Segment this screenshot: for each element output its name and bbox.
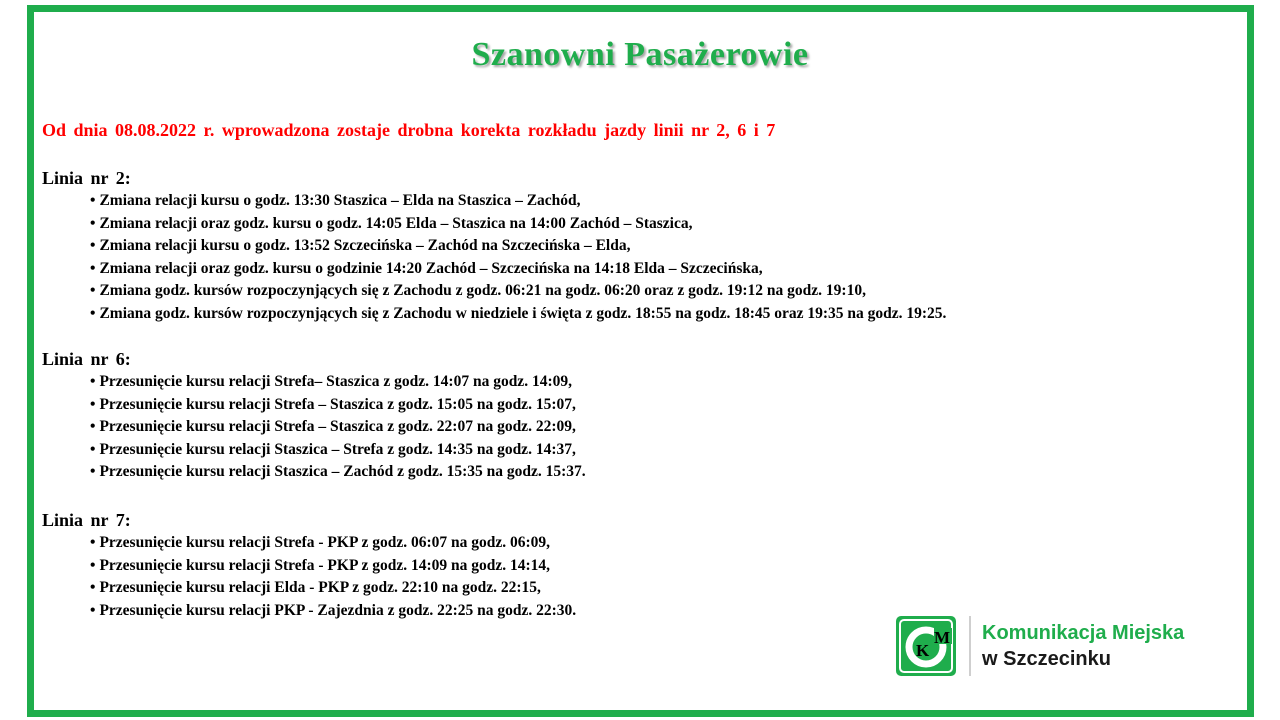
announcement-intro: Od dnia 08.08.2022 r. wprowadzona zostaje drobna korekta rozkładu jazdy linii nr 2, 6 i 7 bbox=[42, 120, 776, 140]
bullet: • bbox=[90, 463, 96, 480]
section-heading: Linia nr 6: bbox=[42, 349, 131, 369]
list-item: • Zmiana relacji kursu o godz. 13:52 Szczecińska – Zachód na Szczecińska – Elda, bbox=[90, 237, 631, 254]
list-item: • Zmiana relacji oraz godz. kursu o godz. 14:05 Elda – Staszica na 14:00 Zachód – Staszica, bbox=[90, 214, 693, 232]
page-title: Szanowni Pasażerowie bbox=[471, 36, 809, 73]
list-item: • Zmiana godz. kursów rozpoczynjących się z Zachodu z godz. 06:21 na godz. 06:20 oraz z godz. 19:12 na godz. 19:10, bbox=[90, 282, 866, 299]
list-item: • Zmiana godz. kursów rozpoczynjących się z Zachodu w niedziele i święta z godz. 18:55 na godz. 18:45 oraz 19:35 na godz. 19:25. bbox=[90, 304, 947, 322]
bullet: • bbox=[90, 440, 96, 458]
list-item: • Przesunięcie kursu relacji Strefa – Staszica z godz. 22:07 na godz. 22:09, bbox=[90, 418, 576, 435]
section-line-2 bbox=[42, 166, 946, 325]
list-item: • Przesunięcie kursu relacji Staszica – Strefa z godz. 14:35 na godz. 14:37, bbox=[90, 440, 576, 458]
logo-divider bbox=[969, 616, 971, 676]
bullet: • bbox=[90, 237, 96, 254]
list-item: • Przesunięcie kursu relacji Strefa - PKP z godz. 14:09 na godz. 14:14, bbox=[90, 556, 551, 574]
bullet: • bbox=[90, 214, 96, 232]
logo-text bbox=[982, 620, 1184, 672]
bullet: • bbox=[90, 259, 96, 277]
list-item: • Przesunięcie kursu relacji Staszica – Zachód z godz. 15:35 na godz. 15:37. bbox=[90, 463, 586, 480]
change-list bbox=[42, 190, 946, 325]
list-item: • Przesunięcie kursu relacji Strefa – Staszica z godz. 15:05 na godz. 15:07, bbox=[90, 395, 576, 413]
bullet: • bbox=[90, 534, 96, 551]
list-item: • Zmiana relacji oraz godz. kursu o godzinie 14:20 Zachód – Szczecińska na 14:18 Elda – Szczecińska, bbox=[90, 259, 763, 277]
kmk-logo-icon bbox=[896, 616, 956, 676]
logo-letter-k: K bbox=[916, 641, 930, 660]
bullet: • bbox=[90, 282, 96, 299]
bullet: • bbox=[90, 601, 96, 619]
section-line-7 bbox=[42, 508, 576, 622]
section-line-6 bbox=[42, 347, 586, 484]
section-heading: Linia nr 2: bbox=[42, 168, 131, 188]
bullet: • bbox=[90, 579, 96, 596]
list-item: • Zmiana relacji kursu o godz. 13:30 Staszica – Elda na Staszica – Zachód, bbox=[90, 192, 581, 209]
logo-letter-m: M bbox=[934, 628, 951, 647]
change-list bbox=[42, 371, 586, 484]
list-item: • Przesunięcie kursu relacji Elda - PKP z godz. 22:10 na godz. 22:15, bbox=[90, 579, 541, 596]
bullet: • bbox=[90, 304, 96, 322]
bullet: • bbox=[90, 556, 96, 574]
logo-company-name: Komunikacja Miejska bbox=[982, 622, 1185, 644]
logo-city: w Szczecinku bbox=[982, 648, 1111, 670]
list-item: • Przesunięcie kursu relacji PKP - Zajezdnia z godz. 22:25 na godz. 22:30. bbox=[90, 601, 577, 619]
list-item: • Przesunięcie kursu relacji Strefa– Staszica z godz. 14:07 na godz. 14:09, bbox=[90, 373, 572, 390]
list-item: • Przesunięcie kursu relacji Strefa - PKP z godz. 06:07 na godz. 06:09, bbox=[90, 534, 551, 551]
bullet: • bbox=[90, 192, 96, 209]
company-logo bbox=[896, 614, 1236, 678]
bullet: • bbox=[90, 373, 96, 390]
change-list bbox=[42, 532, 576, 622]
bullet: • bbox=[90, 418, 96, 435]
bullet: • bbox=[90, 395, 96, 413]
section-heading: Linia nr 7: bbox=[42, 510, 131, 530]
